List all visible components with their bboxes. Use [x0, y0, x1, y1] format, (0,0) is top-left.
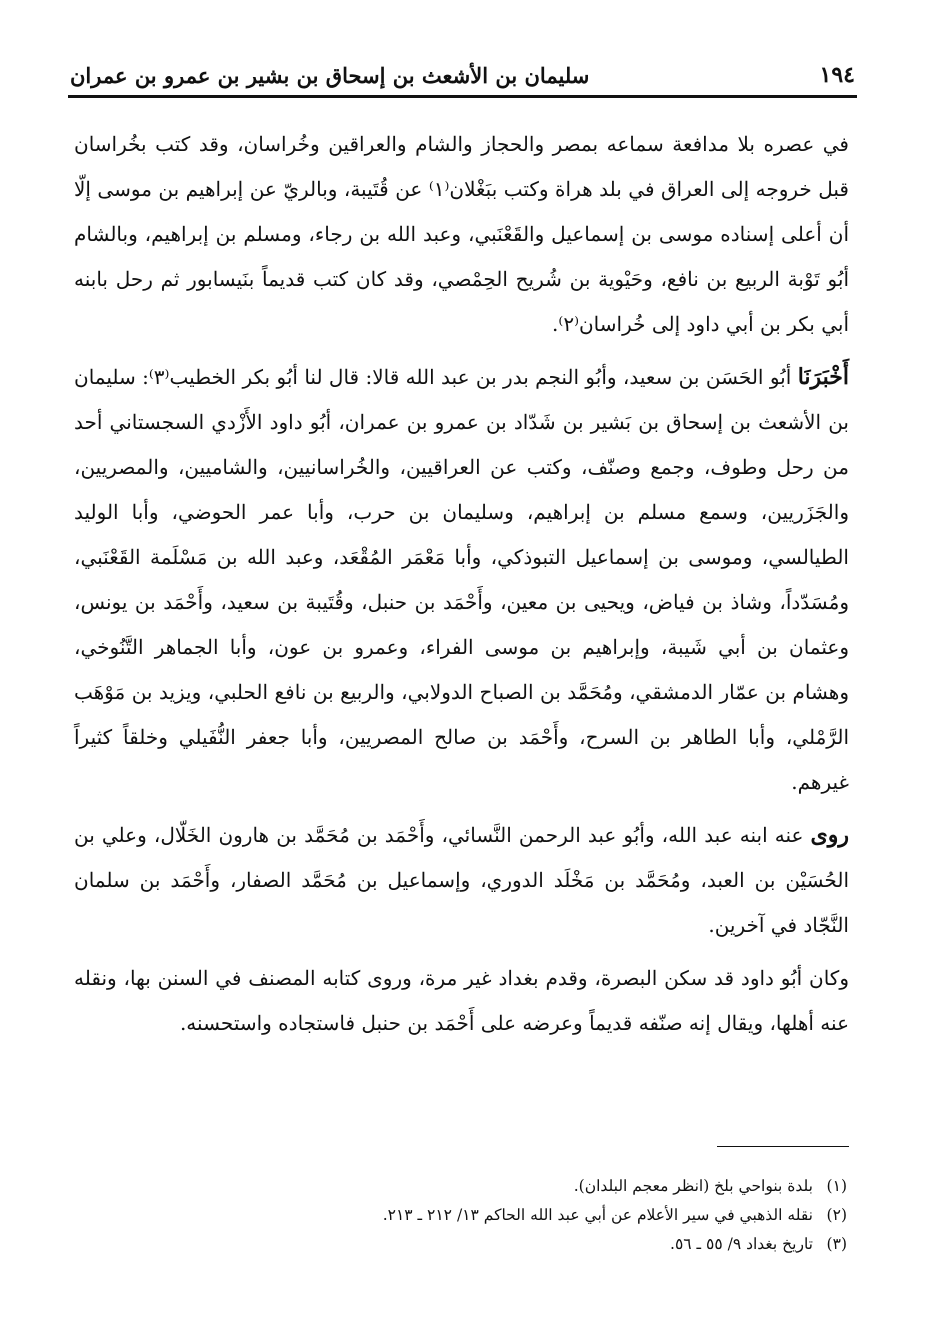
paragraph-text: في عصره بلا مدافعة سماعه بمصر والحجاز والشام والعراقين وخُراسان، وقد كتب بخُراسان قبل خروجه إلى العراق في بلد هراة وكتب ببَغْلان⁽١⁾ عن قُتَيبة، وبالريّ عن إبراهيم بن موسى إلّا أن أعلى إسناده موسى بن إسماعيل والقَعْنَبي، وعبد الله بن رجاء، ومسلم بن إبراهيم، وبالشام أبُو تَوْبة الربيع بن نافع، وحَيْوية بن شُريح الحِمْصي، وقد كان كتب قديماً بنَيسابور ثم رحل بابنه أبي بكر بن أبي داود إلى خُراسان⁽٢⁾. [74, 132, 849, 336]
footnotes [74, 1172, 847, 1259]
footnote-text: تاريخ بغداد ٩/ ٥٥ ـ ٥٦. [670, 1235, 813, 1253]
paragraph-lead: روى [810, 822, 849, 848]
footnote-rule [717, 1146, 849, 1147]
footnote [74, 1230, 847, 1259]
footnote-number: (٣) [826, 1235, 847, 1253]
paragraph-text: أبُو الحَسَن بن سعيد، وأبُو النجم بدر بن عبد الله قالا: قال لنا أبُو بكر الخطيب⁽٣⁾: سليمان بن الأشعث بن إسحاق بن بَشير بن شَدّاد بن عمرو بن عمران، أبُو داود الأَزْدي السجستاني أحد من رحل وطوف، وجمع وصنّف، وكتب عن العراقيين، والخُراسانيين، والشاميين، والمصريين، والجَزَريين، وسمع مسلم بن إبراهيم، وسليمان بن حرب، وأبا عمر الحوضي، وأبا الوليد الطيالسي، وموسى بن إسماعيل التبوذكي، وأبا مَعْمَر المُقْعَد، وعبد الله بن مَسْلَمة القَعْنَبي، ومُسَدّداً، وشاذ بن فياض، ويحيى بن معين، وأَحْمَد بن حنبل، وقُتَيبة بن سعيد، وأَحْمَد بن يونس، وعثمان بن أبي شَيبة، وإبراهيم بن موسى الفراء، وعمرو بن عون، وأبا الجماهر التَّنُوخي، وهشام بن عمّار الدمشقي، ومُحَمَّد بن الصباح الدولابي، والربيع بن نافع الحلبي، ويزيد بن مَوْهَب الرَّمْلي، وأبا الطاهر بن السرح، وأَحْمَد بن صالح المصريين، وأبا جعفر النُّفَيلي وخلقاً كثيراً غيرهم. [74, 365, 849, 794]
paragraph-lead: أَخْبَرَنَا [797, 364, 850, 390]
running-title: سليمان بن الأشعث بن إسحاق بن بشير بن عمرو بن عمران [70, 62, 590, 88]
footnote-number: (٢) [826, 1206, 847, 1224]
footnote [74, 1201, 847, 1230]
running-head [70, 58, 855, 92]
footnote-number: (١) [826, 1177, 847, 1195]
paragraph-text: وكان أبُو داود قد سكن البصرة، وقدم بغداد غير مرة، وروى كتابه المصنف في السنن بها، ونقله عنه أهلها، ويقال إنه صنّفه قديماً وعرضه على أَحْمَد بن حنبل فاستجاده واستحسنه. [74, 966, 849, 1035]
paragraph-text: عنه ابنه عبد الله، وأبُو عبد الرحمن النَّسائي، وأَحْمَد بن مُحَمَّد بن هارون الخَلّال، وعلي بن الحُسَيْن بن العبد، ومُحَمَّد بن مَخْلَد الدوري، وإسماعيل بن مُحَمَّد الصفار، وأَحْمَد بن سلمان النَّجّاد في آخرين. [74, 823, 849, 937]
paragraph [74, 956, 849, 1046]
body-text [74, 122, 849, 1054]
footnote [74, 1172, 847, 1201]
footnote-text: نقله الذهبي في سير الأعلام عن أبي عبد الله الحاكم ١٣/ ٢١٢ ـ ٢١٣. [382, 1206, 813, 1224]
header-rule [68, 95, 857, 98]
page-number: ١٩٤ [819, 62, 855, 88]
paragraph [74, 813, 849, 948]
paragraph [74, 355, 849, 805]
paragraph [74, 122, 849, 347]
footnote-text: بلدة بنواحي بلخ (انظر معجم البلدان). [573, 1177, 813, 1195]
